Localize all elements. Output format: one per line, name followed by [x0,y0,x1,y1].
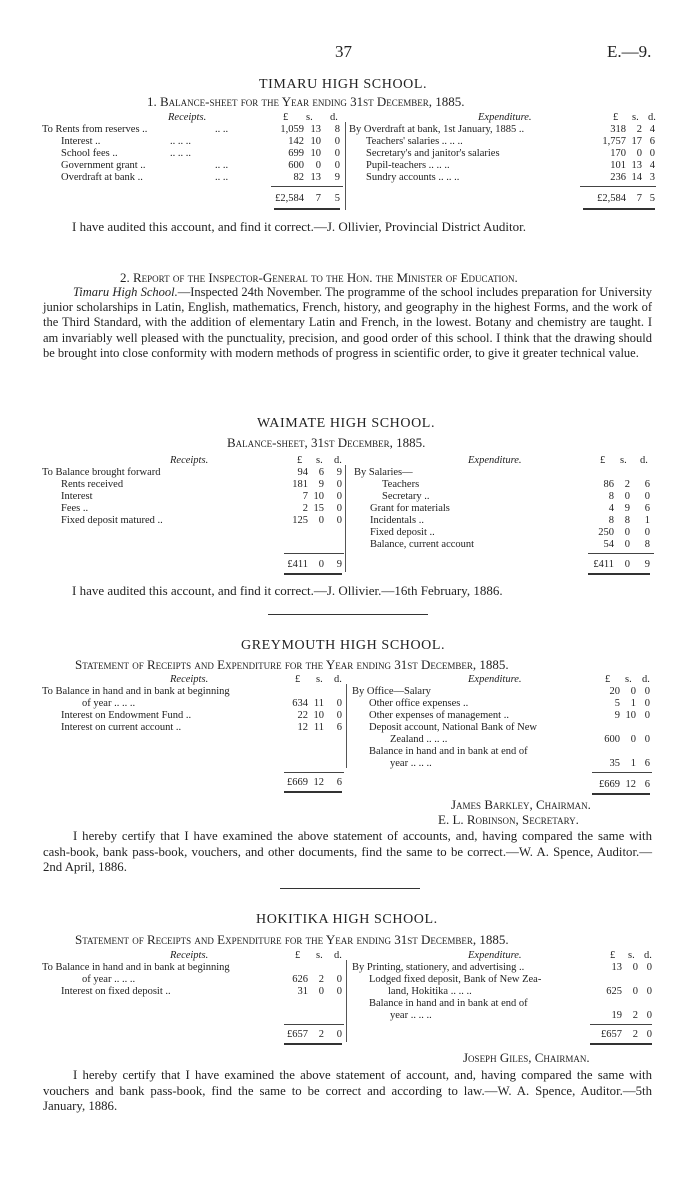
greymouth-title: GREYMOUTH HIGH SCHOOL. [241,638,446,653]
table-row-label: Teachers' salaries .. .. .. [366,136,463,147]
waimate-receipts-pound-head: £ [297,455,303,466]
hokitika-receipts-double-rule [284,1043,342,1045]
amount-pence: 6 [644,503,650,514]
table-row-label: To Balance brought forward [42,467,161,478]
amount-pence: 8 [644,539,650,550]
amount-pounds: 600 [288,160,304,171]
waimate-total-receipts-shillings: 0 [318,559,324,570]
amount-pence: 0 [644,491,650,502]
amount-pence: 0 [644,734,650,745]
table-row-label: Incidentals .. [370,515,424,526]
amount-pounds: 1,059 [280,124,304,135]
greymouth-subtitle: Statement of Receipts and Expenditure for the Year ending 31st December, 1885. [75,657,509,672]
waimate-receipts-heading: Receipts. [170,455,209,466]
amount-pence: 0 [649,148,655,159]
timaru-receipts-shilling-head: s. [306,112,313,123]
table-row-label: Lodged fixed deposit, Bank of New Zea- [369,974,542,985]
greymouth-exp-sum-rule [592,772,652,773]
hokitika-title: HOKITIKA HIGH SCHOOL. [256,912,438,927]
amount-pence: 4 [649,160,655,171]
hokitika-receipts-sum-rule [284,1024,344,1025]
amount-pence: 0 [334,160,340,171]
hokitika-receipts-pence-head: d. [334,950,342,961]
amount-shillings: 15 [313,503,324,514]
amount-shillings: 0 [630,686,636,697]
greymouth-total-exp-pounds: £669 [599,779,620,790]
amount-pence: 9 [336,467,342,478]
table-row-label: To Rents from reserves .. [42,124,148,135]
table-row-label: Interest on current account .. [61,722,182,733]
amount-shillings: 11 [313,722,324,733]
amount-shillings: 0 [318,986,324,997]
amount-pence: 0 [336,710,342,721]
hokitika-expenditure-heading: Expenditure. [468,950,522,961]
amount-pence: 6 [336,722,342,733]
greymouth-signature-chairman: James Barkley, Chairman. [451,797,591,812]
amount-pence: 6 [644,758,650,769]
table-row-label: Balance, current account [370,539,475,550]
amount-shillings: 13 [631,160,642,171]
waimate-exp-shilling-head: s. [620,455,627,466]
table-row-label: Fixed deposit .. [370,527,435,538]
table-row-label: Interest .. [61,136,101,147]
timaru-total-exp-shillings: 7 [636,193,642,204]
hokitika-total-receipts-shillings: 2 [318,1029,324,1040]
table-row-label: By Printing, stationery, and advertising .. [352,962,525,973]
greymouth-receipts-sum-rule [284,772,344,773]
amount-pounds: 20 [609,686,620,697]
section-divider [268,614,428,615]
hokitika-exp-double-rule [590,1043,652,1045]
amount-shillings: 10 [313,710,324,721]
report-heading: 2. Report of the Inspector-General to the Hon. the Minister of Education. [120,270,518,285]
waimate-exp-pound-head: £ [600,455,606,466]
amount-pounds: 8 [608,515,614,526]
amount-pence: 6 [649,136,655,147]
greymouth-expenditure-heading: Expenditure. [468,674,522,685]
amount-pounds: 625 [606,986,622,997]
amount-pounds: 2 [302,503,308,514]
table-row-label: of year .. .. .. [82,974,136,985]
amount-pounds: 94 [297,467,308,478]
table-row-label: land, Hokitika .. .. .. [388,986,472,997]
amount-shillings: 9 [318,479,324,490]
amount-pence: 0 [646,986,652,997]
hokitika-total-exp-pence: 0 [646,1029,652,1040]
report-lead: Timaru High School. [73,285,178,299]
amount-shillings: 1 [630,758,636,769]
table-row-label: Balance in hand and in bank at end of [369,998,528,1009]
leader-dots: .. .. .. [170,136,191,147]
amount-pounds: 181 [292,479,308,490]
amount-shillings: 0 [632,962,638,973]
table-row-label: To Balance in hand and in bank at beginning [42,686,230,697]
table-row-label: By Salaries— [354,467,413,478]
amount-pounds: 101 [610,160,626,171]
report-paragraph [43,285,652,361]
timaru-title: TIMARU HIGH SCHOOL. [259,77,428,92]
amount-shillings: 14 [631,172,642,183]
greymouth-exp-shilling-head: s. [625,674,632,685]
timaru-exp-pound-head: £ [613,112,619,123]
document-reference: E.—9. [607,42,652,61]
leader-dots: .. .. .. [170,148,191,159]
amount-pence: 0 [644,686,650,697]
amount-shillings: 11 [313,698,324,709]
amount-pounds: 31 [297,986,308,997]
table-row-label: Fees .. [61,503,89,514]
amount-pence: 4 [649,124,655,135]
amount-pence: 0 [644,527,650,538]
table-row-label: year .. .. .. [390,1010,432,1021]
waimate-receipts-pence-head: d. [334,455,342,466]
amount-pounds: 8 [608,491,614,502]
amount-pence: 9 [334,172,340,183]
hokitika-column-divider [346,960,347,1042]
greymouth-receipts-pence-head: d. [334,674,342,685]
waimate-total-receipts-pence: 9 [336,559,342,570]
amount-pence: 0 [334,136,340,147]
table-row-label: Zealand .. .. .. [390,734,448,745]
amount-shillings: 9 [624,503,630,514]
amount-shillings: 0 [632,986,638,997]
hokitika-total-exp-shillings: 2 [632,1029,638,1040]
waimate-exp-sum-rule [588,553,654,554]
greymouth-column-divider [346,684,347,768]
waimate-total-exp-pence: 9 [644,559,650,570]
amount-pounds: 236 [610,172,626,183]
greymouth-total-receipts-shillings: 12 [313,777,324,788]
amount-pence: 6 [644,479,650,490]
hokitika-receipts-heading: Receipts. [170,950,209,961]
table-row-label: Deposit account, National Bank of New [369,722,537,733]
amount-pence: 0 [644,698,650,709]
greymouth-total-receipts-pounds: £669 [287,777,308,788]
greymouth-receipts-double-rule [284,791,342,793]
timaru-exp-sum-rule [580,186,656,187]
amount-shillings: 0 [630,734,636,745]
timaru-total-receipts-shillings: 7 [315,193,321,204]
greymouth-signature-secretary: E. L. Robinson, Secretary. [438,812,579,827]
amount-shillings: 1 [630,698,636,709]
table-row-label: To Balance in hand and in bank at beginning [42,962,230,973]
amount-shillings: 0 [624,491,630,502]
amount-shillings: 10 [625,710,636,721]
amount-shillings: 10 [310,148,321,159]
section-divider [280,888,420,889]
table-row-label: By Office—Salary [352,686,431,697]
amount-pence: 0 [336,491,342,502]
timaru-total-exp-pounds: £2,584 [597,193,626,204]
amount-pence: 0 [336,515,342,526]
table-row-label: of year .. .. .. [82,698,136,709]
waimate-exp-pence-head: d. [640,455,648,466]
table-row-label: School fees .. [61,148,118,159]
amount-shillings: 2 [624,479,630,490]
table-row-label: Fixed deposit matured .. [61,515,163,526]
amount-pounds: 54 [603,539,614,550]
table-row-label: Interest on Endowment Fund .. [61,710,192,721]
amount-pounds: 634 [292,698,308,709]
amount-shillings: 0 [624,539,630,550]
hokitika-receipts-shilling-head: s. [316,950,323,961]
amount-shillings: 13 [310,124,321,135]
amount-pence: 0 [334,148,340,159]
timaru-expenditure-heading: Expenditure. [478,112,532,123]
amount-pence: 0 [336,986,342,997]
page-number: 37 [335,42,352,61]
waimate-expenditure-heading: Expenditure. [468,455,522,466]
amount-pounds: 318 [610,124,626,135]
amount-pence: 0 [336,974,342,985]
amount-pounds: 22 [297,710,308,721]
hokitika-receipts-pound-head: £ [295,950,301,961]
amount-pence: 0 [646,962,652,973]
timaru-column-divider [345,122,346,210]
hokitika-exp-sum-rule [590,1024,652,1025]
table-row-label: Rents received [61,479,124,490]
amount-pounds: 170 [610,148,626,159]
timaru-audit-text: I have audited this account, and find it correct.—J. Ollivier, Provincial District Auditor. [72,219,527,234]
waimate-receipts-shilling-head: s. [316,455,323,466]
greymouth-total-exp-pence: 6 [644,779,650,790]
greymouth-total-receipts-pence: 6 [336,777,342,788]
amount-pence: 0 [336,503,342,514]
amount-shillings: 13 [310,172,321,183]
hokitika-total-exp-pounds: £657 [601,1029,622,1040]
table-row-label: Teachers [382,479,420,490]
waimate-total-receipts-pounds: £411 [287,559,308,570]
amount-pounds: 626 [292,974,308,985]
waimate-subtitle: Balance-sheet, 31st December, 1885. [227,435,426,450]
amount-pounds: 5 [614,698,620,709]
amount-pounds: 13 [611,962,622,973]
greymouth-exp-double-rule [592,793,650,795]
hokitika-total-receipts-pounds: £657 [287,1029,308,1040]
greymouth-receipts-pound-head: £ [295,674,301,685]
table-row-label: Government grant .. [61,160,146,171]
hokitika-signature-chairman: Joseph Giles, Chairman. [463,1050,590,1065]
timaru-total-receipts-pence: 5 [334,193,340,204]
amount-pounds: 9 [614,710,620,721]
amount-shillings: 8 [624,515,630,526]
amount-pence: 3 [649,172,655,183]
table-row-label: Pupil-teachers .. .. .. [366,160,450,171]
amount-pounds: 250 [598,527,614,538]
amount-pounds: 12 [297,722,308,733]
hokitika-certificate: I hereby certify that I have examined the above statement of account, and, having compared the same with vouchers and bank pass-book, find the same to be correct and according to law.—W. A. Spence, Auditor.—5th January, 1886. [43,1068,652,1113]
timaru-exp-shilling-head: s. [632,112,639,123]
amount-shillings: 2 [318,974,324,985]
amount-pounds: 1,757 [602,136,626,147]
leader-dots: .. .. [215,172,229,183]
table-row-label: By Overdraft at bank, 1st January, 1885 .. [349,124,525,135]
amount-pence: 8 [334,124,340,135]
amount-pence: 0 [336,698,342,709]
amount-shillings: 6 [318,467,324,478]
waimate-audit-text: I have audited this account, and find it correct.—J. Ollivier.—16th February, 1886. [72,583,503,598]
table-row-label: Secretary's and janitor's salaries [366,148,500,159]
waimate-total-exp-pounds: £411 [593,559,614,570]
greymouth-certificate: I hereby certify that I have examined the above statement of accounts, and, having compared the same with cash-book, bank pass-book, vouchers, and other documents, find the same to be correct.—W. A. Spence, Auditor.—2nd April, 1886. [43,829,652,874]
table-row-label: Grant for materials [370,503,450,514]
waimate-receipts-double-rule [284,573,342,575]
greymouth-exp-pound-head: £ [605,674,611,685]
timaru-exp-pence-head: d. [648,112,656,123]
table-row-label: Interest on fixed deposit .. [61,986,171,997]
amount-pounds: 35 [609,758,620,769]
amount-shillings: 2 [636,124,642,135]
waimate-exp-double-rule [588,573,650,575]
amount-shillings: 2 [632,1010,638,1021]
timaru-total-exp-pence: 5 [649,193,655,204]
greymouth-exp-pence-head: d. [642,674,650,685]
table-row-label: year .. .. .. [390,758,432,769]
amount-pence: 0 [644,710,650,721]
timaru-receipts-pence-head: d. [330,112,338,123]
hokitika-total-receipts-pence: 0 [336,1029,342,1040]
amount-shillings: 0 [636,148,642,159]
amount-pounds: 699 [288,148,304,159]
timaru-receipts-heading: Receipts. [168,112,207,123]
table-row-label: Other office expenses .. [369,698,469,709]
table-row-label: Other expenses of management .. [369,710,509,721]
amount-shillings: 0 [318,515,324,526]
greymouth-total-exp-shillings: 12 [625,779,636,790]
timaru-exp-double-rule [583,208,655,210]
amount-pounds: 19 [611,1010,622,1021]
report-text: —Inspected 24th November. The programme of the school includes preparation for University junior scholarships in Latin, English, mathematics, French, history, and geography in the highest Forms, and the work of the Third Standard, with the addition of elementary Latin and French, in the lowest. Botany and chemistry are taught. I am invariably well pleased with the punctuality, precision, and good order of this school. I think that the drawing should be brought into close conformity with modern methods of progress in scientific order, to give it greater technical value. [43,285,652,360]
timaru-total-receipts-pounds: £2,584 [275,193,304,204]
amount-shillings: 10 [313,491,324,502]
amount-pounds: 4 [608,503,614,514]
waimate-total-exp-shillings: 0 [624,559,630,570]
amount-pence: 1 [644,515,650,526]
amount-shillings: 0 [315,160,321,171]
amount-pounds: 86 [603,479,614,490]
hokitika-subtitle: Statement of Receipts and Expenditure for the Year ending 31st December, 1885. [75,932,509,947]
amount-pounds: 7 [302,491,308,502]
amount-pounds: 600 [604,734,620,745]
timaru-receipts-double-rule [274,208,340,210]
table-row-label: Sundry accounts .. .. .. [366,172,460,183]
leader-dots: .. .. [215,124,229,135]
waimate-receipts-sum-rule [284,553,344,554]
amount-pounds: 142 [288,136,304,147]
table-row-label: Secretary .. [382,491,430,502]
amount-shillings: 10 [310,136,321,147]
greymouth-receipts-heading: Receipts. [170,674,209,685]
table-row-label: Interest [61,491,93,502]
leader-dots: .. .. [215,160,229,171]
amount-shillings: 0 [624,527,630,538]
amount-pounds: 82 [293,172,304,183]
timaru-subtitle: 1. Balance-sheet for the Year ending 31st December, 1885. [147,94,465,109]
table-row-label: Overdraft at bank .. [61,172,143,183]
amount-pence: 0 [646,1010,652,1021]
timaru-receipts-sum-rule [271,186,343,187]
hokitika-exp-pound-head: £ [610,950,616,961]
waimate-column-divider [345,465,346,572]
hokitika-exp-pence-head: d. [644,950,652,961]
table-row-label: Balance in hand and in bank at end of [369,746,528,757]
amount-pence: 0 [336,479,342,490]
amount-pounds: 125 [292,515,308,526]
timaru-receipts-pound-head: £ [283,112,289,123]
amount-shillings: 17 [631,136,642,147]
timaru-audit-note [72,219,526,235]
waimate-title: WAIMATE HIGH SCHOOL. [257,416,436,431]
hokitika-exp-shilling-head: s. [628,950,635,961]
greymouth-receipts-shilling-head: s. [316,674,323,685]
